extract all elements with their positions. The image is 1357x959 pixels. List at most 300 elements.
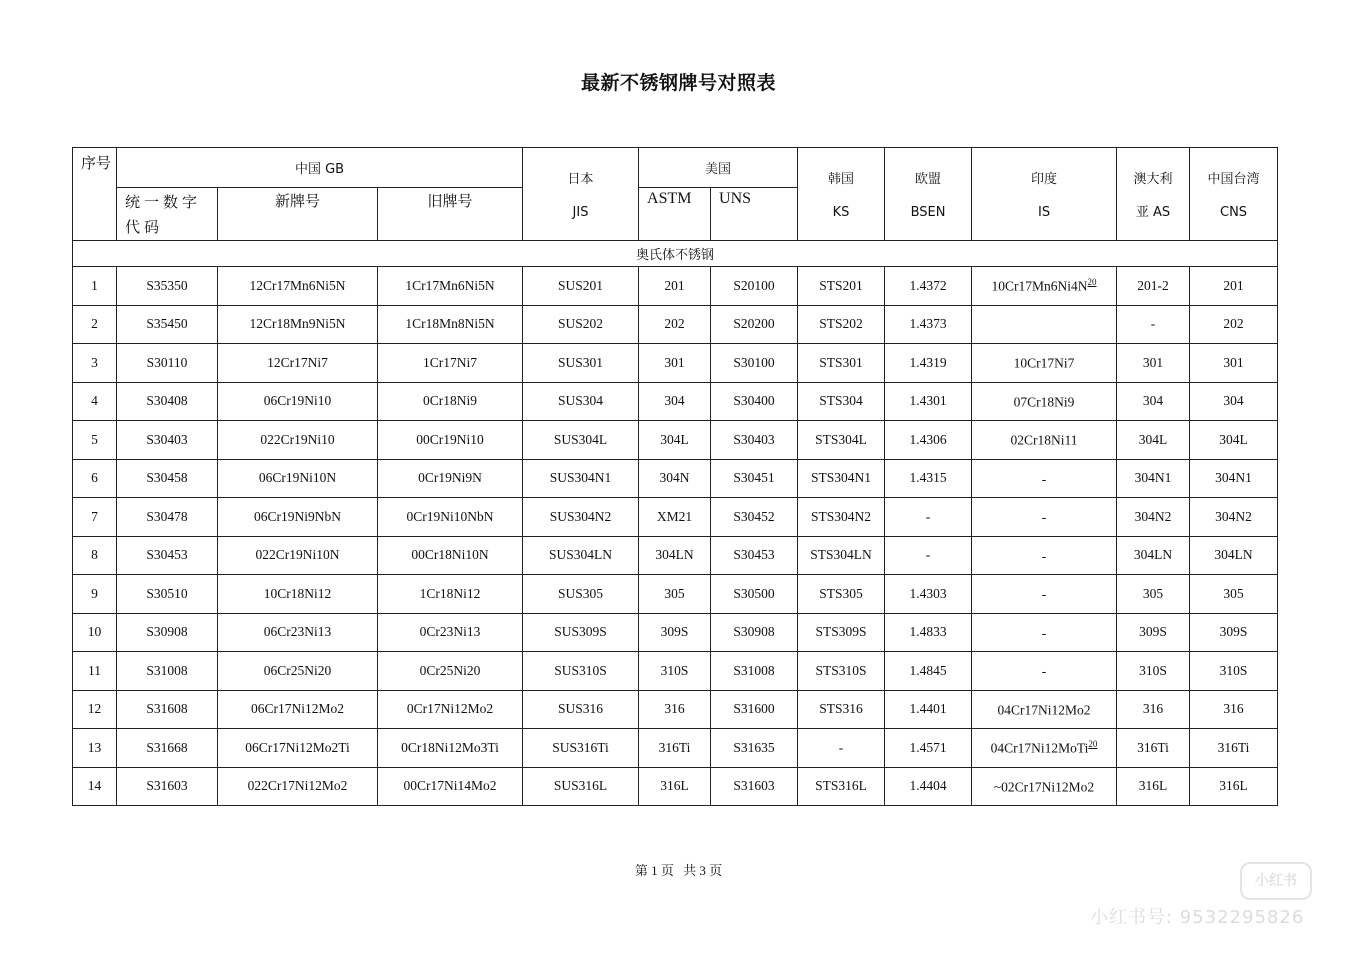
cell-old [378, 690, 523, 729]
cell-no [73, 613, 117, 652]
cell-new-text: 022Cr19Ni10N [255, 547, 340, 563]
header-old-grade: 旧牌号 [378, 188, 523, 241]
cell-jis-text: SUS304L [553, 431, 608, 447]
page-number: 第 1 页 [634, 863, 674, 878]
cell-bsen-text: 1.4303 [909, 585, 947, 601]
cell-is-text: 04Cr17Ni12Mo2 [997, 702, 1091, 717]
cell-ks [798, 421, 885, 460]
cell-is [972, 575, 1117, 614]
page-footer [0, 860, 1357, 879]
cell-uns [711, 267, 798, 306]
cell-new [218, 690, 378, 729]
cell-bsen [885, 575, 972, 614]
header-eu-std: BSEN [910, 205, 946, 220]
cell-as [1117, 652, 1190, 691]
page-total: 共 3 页 [683, 863, 723, 878]
cell-cns [1190, 344, 1278, 383]
cell-jis-text: SUS316L [553, 778, 608, 794]
cell-uns [711, 344, 798, 383]
cell-no [73, 498, 117, 537]
cell-ks-text: STS201 [819, 277, 863, 293]
cell-old-text: 00Cr18Ni10N [411, 547, 489, 563]
watermark-logo: 小红书 [1240, 862, 1312, 900]
cell-bsen-text: 1.4315 [909, 470, 947, 486]
cell-jis-text: SUS304N1 [549, 470, 612, 486]
cell-code [117, 690, 218, 729]
cell-ks-text: STS301 [819, 354, 863, 370]
cell-cns-text: 316Ti [1217, 739, 1250, 755]
cell-jis [523, 459, 639, 498]
cell-ks-text: - [838, 739, 844, 755]
header-new-grade: 新牌号 [218, 188, 378, 241]
cell-as-text: 304 [1142, 393, 1164, 409]
cell-cns-text: 304L [1219, 431, 1248, 447]
cell-new [218, 729, 378, 768]
cell-astm [639, 729, 711, 768]
cell-is-text: ~02Cr17Ni12Mo2 [993, 779, 1095, 794]
cell-jis-text: SUS309S [554, 624, 607, 640]
cell-ks [798, 344, 885, 383]
cell-code-text: S30908 [146, 624, 188, 640]
cell-new [218, 767, 378, 806]
cell-cns-text: 310S [1219, 662, 1248, 678]
cell-code [117, 575, 218, 614]
cell-bsen [885, 729, 972, 768]
cell-cns-text: 202 [1223, 316, 1244, 332]
cell-cns [1190, 305, 1278, 344]
cell-ks-text: STS304N1 [811, 470, 872, 486]
cell-uns-text: S30100 [733, 354, 775, 370]
cell-new [218, 344, 378, 383]
cell-ks [798, 729, 885, 768]
cell-old-text: 0Cr23Ni13 [419, 624, 481, 640]
cell-as-text: 201-2 [1137, 277, 1169, 293]
watermark-text: 小红书号: 9532295826 [1090, 907, 1305, 928]
cell-bsen-text: 1.4401 [909, 701, 947, 717]
cell-uns [711, 652, 798, 691]
cell-jis [523, 652, 639, 691]
cell-astm-text: 301 [664, 354, 685, 370]
cell-is [972, 536, 1117, 575]
cell-old [378, 575, 523, 614]
cell-ks [798, 690, 885, 729]
cell-new [218, 498, 378, 537]
cell-ks-text: STS202 [819, 316, 863, 332]
cell-is [972, 498, 1117, 537]
cell-no [73, 459, 117, 498]
cell-jis-text: SUS202 [558, 316, 604, 332]
cell-cns [1190, 498, 1278, 537]
cell-old-text: 0Cr19Ni9N [418, 470, 482, 486]
cell-code [117, 767, 218, 806]
cell-bsen [885, 267, 972, 306]
cell-jis-text: SUS305 [558, 585, 604, 601]
cell-as-text: 304N1 [1134, 470, 1172, 486]
cell-old [378, 498, 523, 537]
cell-old [378, 421, 523, 460]
cell-as-text: 304L [1138, 431, 1168, 447]
cell-astm-text: 304LN [655, 547, 694, 563]
table-row [73, 344, 1278, 383]
cell-cns-text: 304LN [1214, 547, 1253, 563]
cell-code-text: S30408 [146, 393, 188, 409]
cell-old [378, 382, 523, 421]
cell-cns [1190, 575, 1278, 614]
cell-code-text: S30510 [146, 585, 188, 601]
cell-jis-text: SUS301 [558, 354, 604, 370]
cell-uns-text: S20200 [733, 316, 775, 332]
cell-no-text: 1 [91, 277, 98, 293]
table-row [73, 267, 1278, 306]
cell-astm-text: 310S [660, 662, 689, 678]
cell-astm-text: 316Ti [658, 739, 691, 755]
cell-new [218, 575, 378, 614]
cell-old [378, 267, 523, 306]
cell-cns-text: 304 [1223, 393, 1244, 409]
cell-code [117, 382, 218, 421]
cell-jis [523, 267, 639, 306]
cell-bsen-text: 1.4373 [909, 316, 947, 332]
cell-code-text: S31668 [146, 739, 188, 755]
header-usa: 美国 [639, 148, 798, 188]
cell-as-text: 304N2 [1134, 508, 1172, 524]
cell-as [1117, 382, 1190, 421]
cell-astm [639, 267, 711, 306]
cell-astm [639, 767, 711, 806]
cell-new-text: 10Cr18Ni12 [263, 585, 332, 601]
cell-jis [523, 421, 639, 460]
cell-cns [1190, 729, 1278, 768]
cell-bsen-text: 1.4833 [909, 624, 947, 640]
cell-as-text: 305 [1142, 585, 1164, 601]
header-japan-std: JIS [572, 205, 589, 220]
cell-no-text: 6 [91, 470, 98, 486]
cell-ks-text: STS304L [815, 431, 867, 447]
cell-ks-text: STS305 [819, 585, 863, 601]
cell-bsen-text: 1.4372 [909, 277, 947, 293]
footnote-ref: 20 [1088, 739, 1098, 749]
table-row [73, 459, 1278, 498]
section-austenitic: 奥氏体不锈钢 [73, 241, 1278, 267]
cell-old-text: 0Cr18Ni12Mo3Ti [401, 739, 499, 755]
cell-as [1117, 305, 1190, 344]
cell-uns-text: S31600 [733, 701, 775, 717]
cell-new-text: 06Cr19Ni10N [258, 470, 337, 486]
cell-astm-text: 304L [660, 431, 689, 447]
cell-astm [639, 498, 711, 537]
cell-astm-text: 201 [664, 277, 685, 293]
cell-astm-text: 316 [664, 701, 685, 717]
cell-uns [711, 575, 798, 614]
cell-code [117, 305, 218, 344]
cell-cns [1190, 613, 1278, 652]
cell-new-text: 12Cr18Mn9Ni5N [249, 316, 346, 332]
cell-code [117, 613, 218, 652]
cell-astm [639, 459, 711, 498]
cell-is [972, 690, 1117, 729]
cell-no [73, 575, 117, 614]
cell-new-text: 06Cr19Ni10 [263, 393, 332, 409]
cell-cns-text: 304N1 [1215, 470, 1252, 486]
cell-bsen-text: 1.4319 [909, 354, 947, 370]
cell-astm-text: 304N [659, 470, 690, 486]
cell-no-text: 11 [88, 662, 101, 678]
header-korea-label: 韩国 [828, 172, 855, 187]
cell-cns [1190, 421, 1278, 460]
cell-jis [523, 613, 639, 652]
cell-ks [798, 382, 885, 421]
cell-astm [639, 536, 711, 575]
cell-is [972, 613, 1117, 652]
cell-no-text: 4 [91, 393, 98, 409]
cell-is-text: - [1041, 586, 1047, 602]
cell-code-text: S35350 [146, 277, 188, 293]
cell-new-text: 06Cr25Ni20 [263, 662, 332, 678]
grade-comparison-table [72, 147, 1278, 806]
cell-as-text: - [1150, 316, 1156, 332]
header-taiwan-label: 中国台湾 [1207, 172, 1260, 187]
cell-jis-text: SUS201 [558, 277, 604, 293]
cell-is [972, 344, 1117, 383]
cell-old [378, 652, 523, 691]
header-china-gb: 中国 GB [117, 148, 523, 188]
cell-old-text: 0Cr19Ni10NbN [406, 508, 494, 524]
cell-ks [798, 652, 885, 691]
cell-is [972, 459, 1117, 498]
cell-as [1117, 267, 1190, 306]
cell-new-text: 06Cr17Ni12Mo2 [250, 701, 344, 717]
cell-jis [523, 690, 639, 729]
cell-uns [711, 459, 798, 498]
cell-ks-text: STS316 [819, 701, 863, 717]
cell-code [117, 536, 218, 575]
cell-uns [711, 690, 798, 729]
cell-as-text: 316Ti [1137, 739, 1169, 755]
cell-jis-text: SUS304LN [549, 547, 613, 563]
cell-no-text: 3 [91, 354, 98, 370]
cell-bsen-text: - [925, 508, 931, 524]
cell-new [218, 652, 378, 691]
cell-uns-text: S30453 [733, 547, 775, 563]
cell-jis-text: SUS316 [558, 701, 604, 717]
cell-ks-text: STS309S [815, 624, 867, 640]
cell-cns-text: 304N2 [1215, 508, 1252, 524]
cell-as [1117, 421, 1190, 460]
cell-as [1117, 459, 1190, 498]
cell-bsen [885, 767, 972, 806]
cell-uns-text: S31635 [733, 739, 775, 755]
cell-jis-text: SUS310S [554, 662, 607, 678]
cell-bsen [885, 459, 972, 498]
cell-is-text: 10Cr17Ni7 [1013, 355, 1075, 371]
cell-no-text: 2 [91, 316, 98, 332]
cell-bsen [885, 498, 972, 537]
cell-is [972, 652, 1117, 691]
cell-code-text: S31608 [146, 701, 188, 717]
header-eu-label: 欧盟 [915, 172, 942, 187]
cell-code-text: S30110 [146, 354, 188, 370]
cell-uns-text: S30908 [733, 624, 775, 640]
cell-no [73, 536, 117, 575]
cell-as [1117, 690, 1190, 729]
cell-ks [798, 767, 885, 806]
cell-cns-text: 316L [1219, 778, 1248, 794]
cell-ks [798, 267, 885, 306]
cell-uns [711, 729, 798, 768]
cell-new-text: 06Cr17Ni12Mo2Ti [245, 739, 350, 755]
cell-old-text: 1Cr18Ni12 [419, 585, 481, 601]
cell-no-text: 14 [87, 778, 102, 794]
cell-astm [639, 344, 711, 383]
cell-code-text: S30453 [146, 547, 188, 563]
cell-jis [523, 498, 639, 537]
cell-as-text: 304LN [1133, 547, 1173, 563]
cell-old-text: 00Cr17Ni14Mo2 [403, 778, 497, 794]
cell-code [117, 652, 218, 691]
cell-old [378, 729, 523, 768]
cell-code [117, 498, 218, 537]
header-eu [885, 148, 972, 241]
cell-bsen-text: 1.4301 [909, 393, 947, 409]
cell-as-text: 309S [1139, 624, 1167, 640]
table-row [73, 421, 1278, 460]
cell-no-text: 8 [91, 547, 98, 563]
cell-ks-text: STS316L [815, 778, 867, 794]
cell-uns-text: S20100 [733, 277, 775, 293]
cell-as [1117, 767, 1190, 806]
cell-cns-text: 201 [1223, 277, 1244, 293]
cell-ks-text: STS304 [819, 393, 863, 409]
cell-jis [523, 575, 639, 614]
cell-cns [1190, 267, 1278, 306]
cell-jis [523, 767, 639, 806]
cell-old [378, 767, 523, 806]
cell-new [218, 459, 378, 498]
cell-new-text: 022Cr17Ni12Mo2 [247, 778, 348, 794]
cell-new-text: 12Cr17Ni7 [267, 354, 328, 370]
cell-astm-text: 316L [660, 778, 689, 794]
cell-ks [798, 498, 885, 537]
cell-astm [639, 690, 711, 729]
cell-no [73, 652, 117, 691]
cell-new-text: 12Cr17Mn6Ni5N [249, 277, 346, 293]
cell-no-text: 9 [91, 585, 98, 601]
header-india-label: 印度 [1031, 172, 1058, 187]
cell-code [117, 459, 218, 498]
cell-uns [711, 382, 798, 421]
cell-jis [523, 382, 639, 421]
header-korea-std: KS [832, 205, 850, 220]
cell-ks-text: STS310S [815, 662, 867, 678]
header-australia-label: 澳大利 [1133, 172, 1173, 187]
cell-astm-text: 309S [660, 624, 689, 640]
cell-code [117, 729, 218, 768]
cell-as [1117, 498, 1190, 537]
cell-astm-text: 202 [664, 316, 685, 332]
cell-old [378, 305, 523, 344]
cell-old-text: 1Cr17Ni7 [423, 354, 477, 370]
cell-bsen [885, 613, 972, 652]
table-row [73, 575, 1278, 614]
cell-is [972, 421, 1117, 460]
cell-no [73, 267, 117, 306]
table-row [73, 729, 1278, 768]
cell-ks [798, 459, 885, 498]
cell-uns [711, 613, 798, 652]
cell-is-text: 10Cr17Mn6Ni4N [991, 278, 1088, 294]
cell-code-text: S30403 [146, 431, 188, 447]
cell-uns [711, 498, 798, 537]
cell-is [972, 267, 1117, 306]
cell-bsen-text: 1.4845 [909, 662, 947, 678]
cell-cns [1190, 382, 1278, 421]
header-india [972, 148, 1117, 241]
table-row [73, 690, 1278, 729]
cell-new [218, 421, 378, 460]
cell-uns [711, 767, 798, 806]
cell-jis-text: SUS316Ti [552, 739, 609, 755]
cell-is-text: 04Cr17Ni12MoTi [990, 740, 1089, 756]
cell-uns-text: S30403 [733, 431, 775, 447]
cell-as [1117, 575, 1190, 614]
header-india-std: IS [1037, 205, 1051, 220]
cell-as-text: 301 [1142, 354, 1164, 370]
cell-no [73, 421, 117, 460]
cell-old-text: 0Cr25Ni20 [419, 662, 481, 678]
header-seq: 序号 [73, 148, 117, 241]
cell-no [73, 767, 117, 806]
cell-old-text: 0Cr18Ni9 [423, 393, 477, 409]
header-australia [1117, 148, 1190, 241]
table-row [73, 613, 1278, 652]
table-row [73, 767, 1278, 806]
cell-bsen [885, 536, 972, 575]
cell-bsen-text: 1.4571 [909, 739, 947, 755]
cell-new [218, 382, 378, 421]
cell-uns-text: S30500 [733, 585, 775, 601]
cell-no-text: 10 [87, 624, 102, 640]
cell-uns [711, 305, 798, 344]
cell-cns [1190, 767, 1278, 806]
cell-code-text: S35450 [146, 316, 188, 332]
cell-astm [639, 305, 711, 344]
header-astm: ASTM [639, 188, 711, 241]
cell-no-text: 12 [87, 701, 102, 717]
cell-is-text: - [1041, 625, 1047, 640]
cell-uns-text: S31008 [733, 662, 775, 678]
cell-code [117, 267, 218, 306]
cell-as [1117, 729, 1190, 768]
header-japan-label: 日本 [567, 172, 594, 187]
cell-ks [798, 536, 885, 575]
cell-uns-text: S30400 [733, 393, 775, 409]
cell-is-text: - [1041, 663, 1047, 679]
cell-no-text: 13 [87, 739, 102, 755]
header-japan [523, 148, 639, 241]
cell-ks [798, 305, 885, 344]
cell-bsen-text: 1.4306 [909, 431, 947, 447]
header-korea [798, 148, 885, 241]
cell-jis [523, 305, 639, 344]
cell-uns-text: S30451 [733, 470, 775, 486]
header-unified-code: 统一数字代码 [117, 188, 218, 241]
cell-cns [1190, 536, 1278, 575]
cell-code-text: S30478 [146, 508, 188, 524]
cell-bsen-text: 1.4404 [909, 778, 947, 794]
cell-as [1117, 536, 1190, 575]
cell-new [218, 305, 378, 344]
cell-old-text: 1Cr17Mn6Ni5N [405, 277, 495, 293]
